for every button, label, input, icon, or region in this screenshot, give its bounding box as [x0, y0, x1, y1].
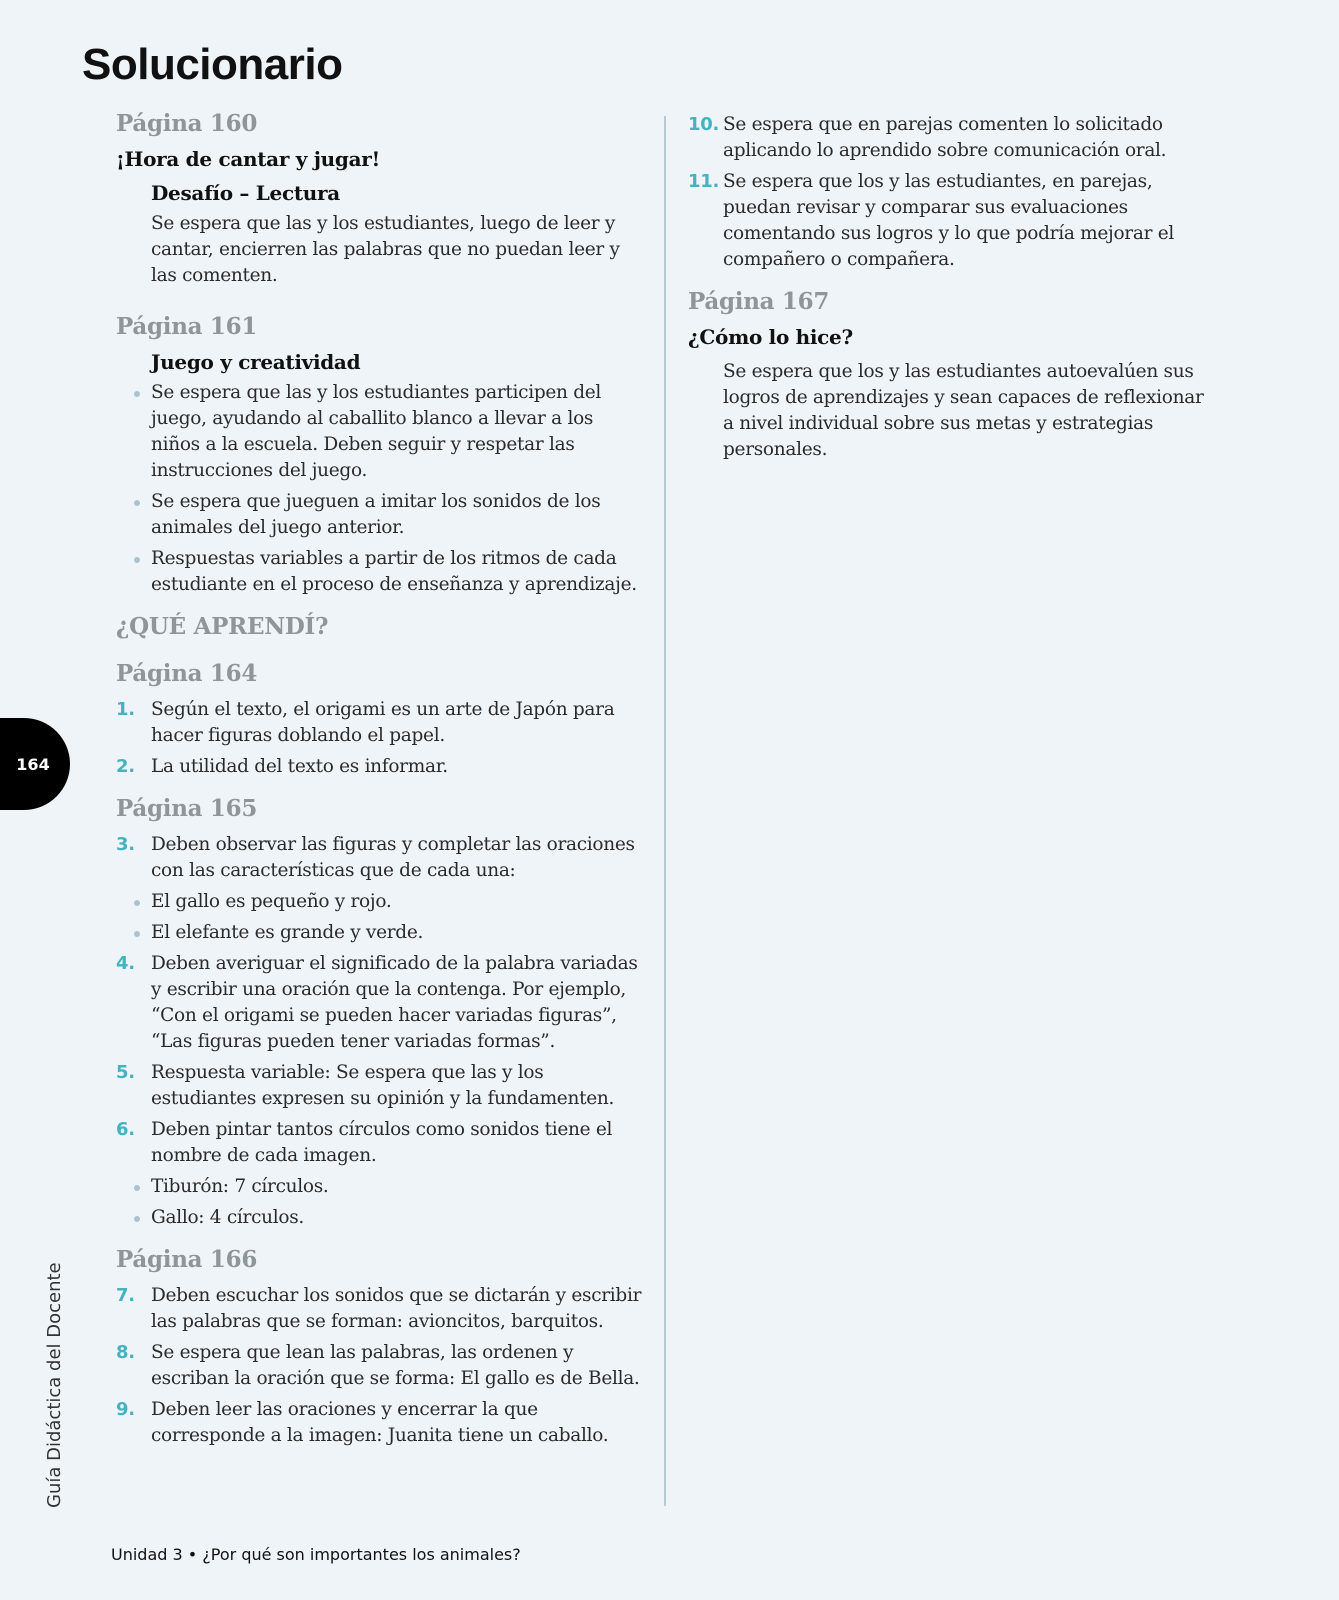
item-text: Deben averiguar el significado de la palabra variadas y escribir una oración que la contenga. Por ejemplo, “Con el origami se pueden hacer variadas figuras”, “Las figuras pueden tener variadas formas”. — [151, 953, 638, 1052]
bullet-item: Se espera que jueguen a imitar los sonidos de los animales del juego anterior. — [151, 489, 646, 541]
page-heading-165: Página 165 — [116, 795, 258, 822]
numbered-item — [688, 169, 1218, 273]
right-column — [688, 112, 1218, 477]
numbered-item — [116, 1060, 646, 1112]
numbered-item — [116, 832, 646, 884]
side-label: Guía Didáctica del Docente — [44, 1262, 65, 1508]
bullet-item: El elefante es grande y verde. — [151, 920, 646, 946]
page-title: Solucionario — [82, 40, 343, 89]
item-number: 7. — [116, 1285, 135, 1306]
left-column — [116, 110, 646, 1454]
footer-unit: Unidad 3 • ¿Por qué son importantes los animales? — [111, 1545, 521, 1564]
item-number: 8. — [116, 1342, 135, 1363]
item-text: Deben escuchar los sonidos que se dictarán y escribir las palabras que se forman: avioncitos, barquitos. — [151, 1285, 642, 1332]
answer-text: Se espera que los y las estudiantes autoevalúen sus logros de aprendizajes y sean capaces de reflexionar a nivel individual sobre sus metas y estrategias personales. — [723, 361, 1204, 460]
numbered-item — [116, 697, 646, 749]
item-text: Se espera que los y las estudiantes, en parejas, puedan revisar y comparar sus evaluaciones comentando sus logros y lo que podría mejorar el compañero o compañera. — [723, 171, 1174, 270]
item-number: 6. — [116, 1119, 135, 1140]
item-text: Deben observar las figuras y completar las oraciones con las características que de cada una: — [151, 834, 635, 881]
item-text: Respuesta variable: Se espera que las y los estudiantes expresen su opinión y la fundamenten. — [151, 1062, 615, 1109]
item-number: 10. — [688, 114, 719, 135]
section-heading-cantar: ¡Hora de cantar y jugar! — [116, 147, 380, 171]
numbered-item — [116, 1117, 646, 1169]
item-text: Se espera que lean las palabras, las ordenen y escriban la oración que se forma: El gallo es de Bella. — [151, 1342, 640, 1389]
item-text: La utilidad del texto es informar. — [151, 756, 448, 777]
subheading-desafio: Desafío – Lectura — [151, 181, 340, 205]
page-heading-166: Página 166 — [116, 1246, 258, 1273]
bullet-item: Se espera que las y los estudiantes participen del juego, ayudando al caballito blanco a llevar a los niños a la escuela. Deben seguir y respetar las instrucciones del juego. — [151, 380, 646, 484]
item-number: 5. — [116, 1062, 135, 1083]
numbered-item — [116, 951, 646, 1055]
item-number: 1. — [116, 699, 135, 720]
item-text: Deben leer las oraciones y encerrar la que corresponde a la imagen: Juanita tiene un caballo. — [151, 1399, 609, 1446]
page-heading-161: Página 161 — [116, 313, 258, 340]
column-divider — [664, 116, 666, 1506]
page-heading-167: Página 167 — [688, 288, 830, 315]
subheading-juego: Juego y creatividad — [151, 350, 361, 374]
bullet-item: El gallo es pequeño y rojo. — [151, 889, 646, 915]
numbered-item — [688, 112, 1218, 164]
bullet-item: Tiburón: 7 círculos. — [151, 1174, 646, 1200]
numbered-item — [116, 1283, 646, 1335]
item-number: 2. — [116, 756, 135, 777]
item-number: 4. — [116, 953, 135, 974]
page-number-tab: 164 — [0, 718, 70, 810]
item-number: 9. — [116, 1399, 135, 1420]
numbered-item — [116, 754, 646, 780]
section-heading-que-aprendi: ¿QUÉ APRENDÍ? — [116, 613, 329, 640]
numbered-item — [116, 1340, 646, 1392]
item-text: Según el texto, el origami es un arte de Japón para hacer figuras doblando el papel. — [151, 699, 615, 746]
bullet-item: Gallo: 4 círculos. — [151, 1205, 646, 1231]
item-number: 3. — [116, 834, 135, 855]
answer-text: Se espera que las y los estudiantes, luego de leer y cantar, encierren las palabras que no puedan leer y las comenten. — [151, 213, 620, 286]
numbered-item — [116, 1397, 646, 1449]
section-heading-como-lo-hice: ¿Cómo lo hice? — [688, 325, 853, 349]
item-text: Se espera que en parejas comenten lo solicitado aplicando lo aprendido sobre comunicación oral. — [723, 114, 1167, 161]
item-number: 11. — [688, 171, 719, 192]
page-heading-160: Página 160 — [116, 110, 258, 137]
page-heading-164: Página 164 — [116, 660, 258, 687]
bullet-item: Respuestas variables a partir de los ritmos de cada estudiante en el proceso de enseñanza y aprendizaje. — [151, 546, 646, 598]
item-text: Deben pintar tantos círculos como sonidos tiene el nombre de cada imagen. — [151, 1119, 613, 1166]
